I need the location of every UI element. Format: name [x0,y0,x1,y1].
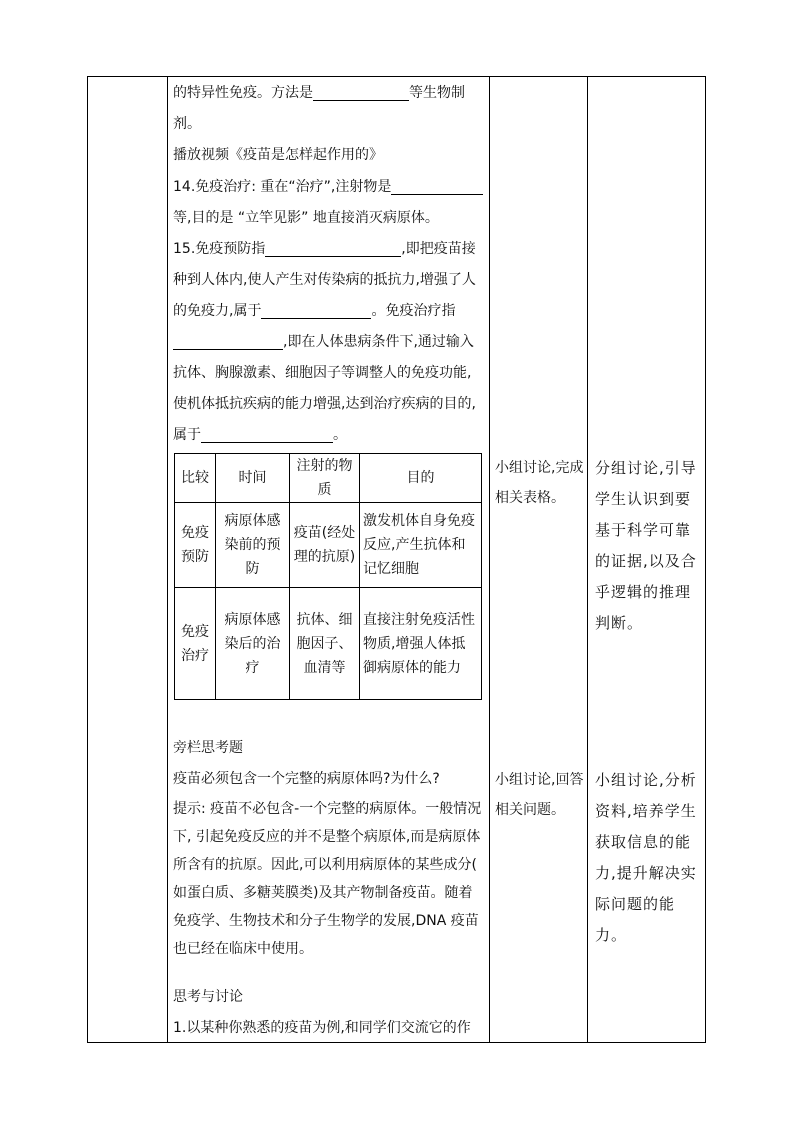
sidebar-hint: 提示: 疫苗不必包含-一个完整的病原体。一般情况下, 引起免疫反应的并不是整个病原体,而是病原体所含有的抗原。因此,可以利用病原体的某些成分( 如蛋白质、多糖荚膜类)及其产物制备疫苗。随着免疫学、生物技术和分子生物学的发展,DNA 疫苗也已经在临床中使用。 [173,801,482,957]
table-row [175,588,482,700]
comparison-table [174,453,482,700]
method-suffix: 等生物制 [409,85,465,101]
activity-2: 小组讨论,回答相关问题。 [495,772,584,818]
sidebar-question: 疫苗必须包含一个完整的病原体吗?为什么? [173,771,440,787]
cell-substance: 疫苗(经处理的抗原) [290,503,360,588]
header-purpose: 目的 [360,454,482,503]
header-time: 时间 [216,454,290,503]
cell-purpose: 激发机体自身免疫反应,产生抗体和记忆细胞 [360,503,482,588]
cell-time: 病原体感染后的治疗 [216,588,290,700]
item-15-text-4: ,即在人体患病条件下,通过输入抗体、胸腺激素、细胞因子等调整人的免疫功能,使机体抵抗疾病的能力增强,达到治疗疾病的目的,属于 [173,334,476,443]
cell-time: 病原体感染前的预防 [216,503,290,588]
video-line: 播放视频《疫苗是怎样起作用的》 [173,147,383,163]
column-divider-3 [587,77,588,1042]
column-divider-2 [489,77,490,1042]
discussion-item-1: 1.以某种你熟悉的疫苗为例,和同学们交流它的作 [173,1020,471,1036]
cell-substance: 抗体、细胞因子、血清等 [290,588,360,700]
header-compare: 比较 [175,454,216,503]
blank-method [313,84,409,101]
table-header-row [175,454,482,503]
blank-15b [261,302,371,319]
discussion-title: 思考与讨论 [173,989,243,1005]
item-15-text-3: 。免疫治疗指 [371,303,456,319]
column-divider-1 [167,77,168,1042]
cell-purpose: 直接注射免疫活性物质,增强人体抵御病原体的能力 [360,588,482,700]
row-label: 免疫治疗 [175,588,216,700]
intent-1: 分组讨论,引导学生认识到要基于科学可靠的证据,以及合乎逻辑的推理判断。 [595,459,697,632]
intent-2: 小组讨论,分析资料,培养学生获取信息的能力,提升解决实际问题的能力。 [595,771,697,944]
blank-15a [265,240,401,257]
method-text: 的特异性免疫。方法是 [173,85,313,101]
sidebar-title: 旁栏思考题 [173,740,243,756]
header-substance: 注射的物质 [290,454,360,503]
item-14 [173,172,485,234]
blank-15c [173,333,283,350]
lesson-table [87,76,706,1043]
row-label: 免疫预防 [175,503,216,588]
agent-line: 剂。 [173,116,201,132]
activity-1: 小组讨论,完成相关表格。 [495,460,584,506]
item-14-text-2: 等,目的是 “立竿见影” 地直接消灭病原体。 [173,210,439,226]
item-15-text-2: ,即把疫苗接种到人体内,使人产生对传染病的抵抗力,增强了人的免疫力,属于 [173,241,476,319]
item-15-text-5: 。 [333,427,347,443]
blank-15d [201,426,333,443]
table-row [175,503,482,588]
item-14-text: 14.免疫治疗: 重在“治疗”,注射物是 [173,179,392,195]
blank-14 [391,178,483,195]
item-15 [173,234,485,451]
item-15-text: 15.免疫预防指 [173,241,266,257]
method-line [173,78,485,109]
